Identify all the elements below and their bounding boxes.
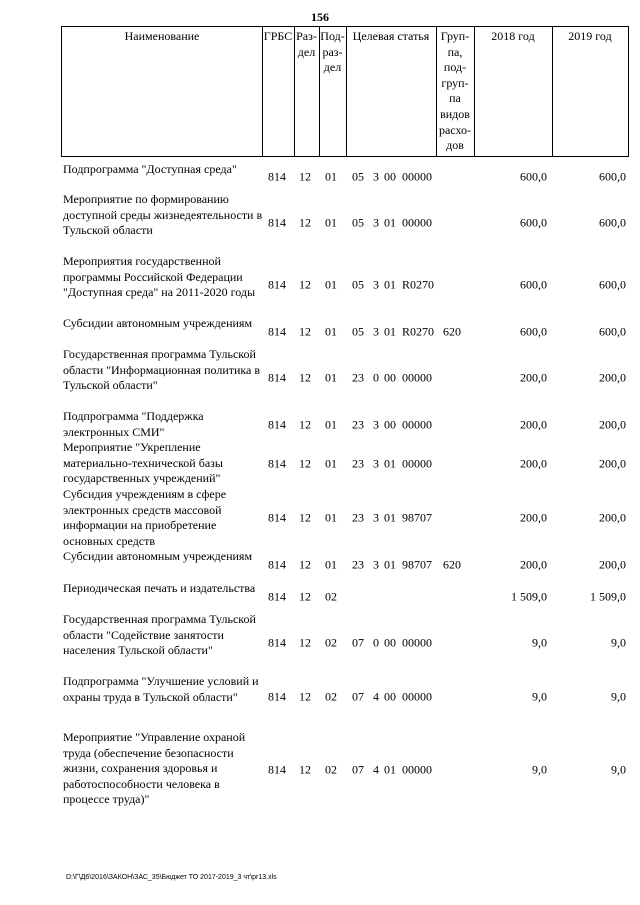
header-razdel: Раз- дел: [296, 29, 317, 59]
cell-2018: 600,0: [520, 169, 547, 184]
cell-pr: 01: [325, 169, 337, 184]
cell-ts1: 23: [352, 557, 364, 572]
cell-pr: 02: [325, 588, 337, 603]
cell-ts1: 05: [352, 215, 364, 230]
table-row: [61, 409, 629, 440]
cell-rz: 12: [299, 323, 311, 338]
cell-rz: 12: [299, 689, 311, 704]
row-name: Мероприятие "Укрепление материально-технической базы государственных учреждений": [63, 440, 223, 485]
cell-ts2: 3: [373, 416, 379, 431]
cell-rz: 12: [299, 455, 311, 470]
cell-ts2: 0: [373, 635, 379, 650]
header-expense-type: Груп- па, под- груп- па видов расхо- дов: [438, 29, 472, 153]
cell-2019: 200,0: [599, 455, 626, 470]
cell-pr: 01: [325, 510, 337, 525]
cell-grbs: 814: [268, 416, 286, 431]
row-name: Субсидии автономным учреждениям: [63, 316, 253, 330]
cell-rz: 12: [299, 557, 311, 572]
cell-vr: 620: [443, 557, 461, 572]
cell-rz: 12: [299, 169, 311, 184]
cell-ts4: 00000: [402, 169, 432, 184]
row-name: Подпрограмма "Доступная среда": [63, 162, 237, 176]
cell-2019: 200,0: [599, 557, 626, 572]
cell-ts3: 00: [384, 416, 396, 431]
table-row: [61, 162, 629, 192]
cell-ts3: 01: [384, 557, 396, 572]
cell-ts4: R0270: [402, 323, 435, 338]
cell-grbs: 814: [268, 557, 286, 572]
cell-ts4: 00000: [402, 689, 432, 704]
cell-pr: 01: [325, 416, 337, 431]
cell-2019: 1 509,0: [590, 588, 626, 603]
cell-pr: 01: [325, 215, 337, 230]
cell-grbs: 814: [268, 169, 286, 184]
table-row: [61, 347, 629, 409]
cell-2018: 200,0: [520, 416, 547, 431]
cell-2018: 200,0: [520, 370, 547, 385]
cell-ts3: 01: [384, 323, 396, 338]
header-grbs: ГРБС: [263, 29, 293, 43]
cell-ts1: 07: [352, 635, 364, 650]
table-row: [61, 487, 629, 549]
table-row: [61, 549, 629, 581]
row-name: Подпрограмма "Улучшение условий и охраны труда в Тульской области": [63, 674, 259, 704]
cell-rz: 12: [299, 416, 311, 431]
cell-grbs: 814: [268, 323, 286, 338]
cell-ts4: 00000: [402, 635, 432, 650]
cell-ts1: 23: [352, 370, 364, 385]
cell-ts4: 98707: [402, 510, 432, 525]
cell-rz: 12: [299, 510, 311, 525]
table-row: [61, 612, 629, 674]
cell-grbs: 814: [268, 635, 286, 650]
row-name: Мероприятие по формированию доступной среды жизнедеятельности в Тульской области: [63, 192, 263, 237]
cell-2019: 200,0: [599, 510, 626, 525]
cell-grbs: 814: [268, 277, 286, 292]
cell-grbs: 814: [268, 689, 286, 704]
cell-ts2: 0: [373, 370, 379, 385]
cell-ts3: 00: [384, 169, 396, 184]
cell-ts3: 00: [384, 370, 396, 385]
cell-2019: 600,0: [599, 169, 626, 184]
cell-rz: 12: [299, 277, 311, 292]
row-name: Мероприятия государственной программы Российской Федерации "Доступная среда" на 2011-2020 годы: [63, 254, 256, 299]
cell-ts2: 3: [373, 557, 379, 572]
row-name: Государственная программа Тульской области "Информационная политика в Тульской области": [63, 347, 261, 392]
cell-grbs: 814: [268, 455, 286, 470]
row-name: Мероприятие "Управление охраной труда (обеспечение безопасности жизни, сохранения здоровья и работоспособности человека в процессе труда)": [63, 730, 246, 806]
cell-pr: 02: [325, 762, 337, 777]
cell-grbs: 814: [268, 762, 286, 777]
header-target-article: Целевая статья: [352, 29, 430, 43]
cell-pr: 01: [325, 455, 337, 470]
table-row: [61, 730, 629, 810]
cell-2018: 200,0: [520, 557, 547, 572]
cell-ts2: 3: [373, 323, 379, 338]
cell-ts1: 05: [352, 169, 364, 184]
cell-ts4: 98707: [402, 557, 432, 572]
cell-ts3: 01: [384, 277, 396, 292]
cell-pr: 01: [325, 277, 337, 292]
cell-ts4: R0270: [402, 277, 435, 292]
cell-ts4: 00000: [402, 370, 432, 385]
cell-ts3: 00: [384, 689, 396, 704]
cell-grbs: 814: [268, 588, 286, 603]
cell-ts1: 07: [352, 689, 364, 704]
cell-2019: 200,0: [599, 416, 626, 431]
header-2018: 2018 год: [491, 29, 535, 43]
header-2019: 2019 год: [568, 29, 612, 43]
cell-grbs: 814: [268, 215, 286, 230]
cell-2019: 9,0: [611, 762, 626, 777]
table-header: [61, 26, 629, 157]
cell-2019: 200,0: [599, 370, 626, 385]
cell-ts4: 00000: [402, 215, 432, 230]
cell-pr: 01: [325, 323, 337, 338]
table-row: [61, 316, 629, 347]
cell-ts1: 05: [352, 323, 364, 338]
cell-ts1: 07: [352, 762, 364, 777]
table-row: [61, 192, 629, 254]
cell-rz: 12: [299, 635, 311, 650]
cell-ts3: 01: [384, 455, 396, 470]
cell-ts2: 4: [373, 689, 379, 704]
cell-2019: 9,0: [611, 689, 626, 704]
cell-rz: 12: [299, 762, 311, 777]
cell-rz: 12: [299, 370, 311, 385]
table-row: [61, 581, 629, 612]
cell-2018: 200,0: [520, 510, 547, 525]
cell-ts3: 01: [384, 215, 396, 230]
cell-2019: 9,0: [611, 635, 626, 650]
cell-ts3: 01: [384, 510, 396, 525]
cell-2019: 600,0: [599, 323, 626, 338]
cell-rz: 12: [299, 588, 311, 603]
table-row: [61, 674, 629, 720]
cell-ts2: 4: [373, 762, 379, 777]
cell-ts1: 23: [352, 455, 364, 470]
cell-2018: 600,0: [520, 323, 547, 338]
cell-2018: 600,0: [520, 277, 547, 292]
cell-pr: 01: [325, 370, 337, 385]
cell-vr: 620: [443, 323, 461, 338]
cell-ts4: 00000: [402, 455, 432, 470]
table-row: [61, 440, 629, 487]
file-path-footer: D:\Г\Д6\2016\ЗАКОН\ЗАС_35\Бюджет ТО 2017-2019_3 чт\pr13.xls: [66, 874, 277, 881]
cell-ts2: 3: [373, 277, 379, 292]
header-name: Наименование: [124, 29, 200, 43]
row-name: Субсидия учреждениям в сфере электронных средств массовой информации на приобретение основных средств: [63, 487, 227, 548]
cell-2018: 200,0: [520, 455, 547, 470]
cell-ts1: 23: [352, 510, 364, 525]
cell-ts1: 05: [352, 277, 364, 292]
cell-2018: 9,0: [532, 635, 547, 650]
header-podrazdel: Под- раз- дел: [320, 29, 345, 75]
cell-rz: 12: [299, 215, 311, 230]
row-name: Периодическая печать и издательства: [63, 581, 256, 595]
cell-ts4: 00000: [402, 762, 432, 777]
table-row: [61, 254, 629, 316]
cell-ts1: 23: [352, 416, 364, 431]
cell-2018: 600,0: [520, 215, 547, 230]
cell-2019: 600,0: [599, 277, 626, 292]
cell-pr: 02: [325, 689, 337, 704]
cell-grbs: 814: [268, 510, 286, 525]
table-body: [61, 162, 629, 810]
cell-pr: 01: [325, 557, 337, 572]
cell-ts4: 00000: [402, 416, 432, 431]
page-number: 156: [311, 10, 329, 24]
cell-2019: 600,0: [599, 215, 626, 230]
cell-ts2: 3: [373, 510, 379, 525]
cell-ts3: 01: [384, 762, 396, 777]
cell-ts2: 3: [373, 455, 379, 470]
cell-ts2: 3: [373, 215, 379, 230]
cell-2018: 1 509,0: [511, 588, 547, 603]
cell-ts2: 3: [373, 169, 379, 184]
cell-grbs: 814: [268, 370, 286, 385]
row-name: Государственная программа Тульской области "Содействие занятости населения Тульской области": [63, 612, 256, 657]
cell-pr: 02: [325, 635, 337, 650]
row-name: Подпрограмма "Поддержка электронных СМИ": [63, 409, 204, 439]
cell-ts3: 00: [384, 635, 396, 650]
cell-2018: 9,0: [532, 689, 547, 704]
cell-2018: 9,0: [532, 762, 547, 777]
row-name: Субсидии автономным учреждениям: [63, 549, 253, 563]
